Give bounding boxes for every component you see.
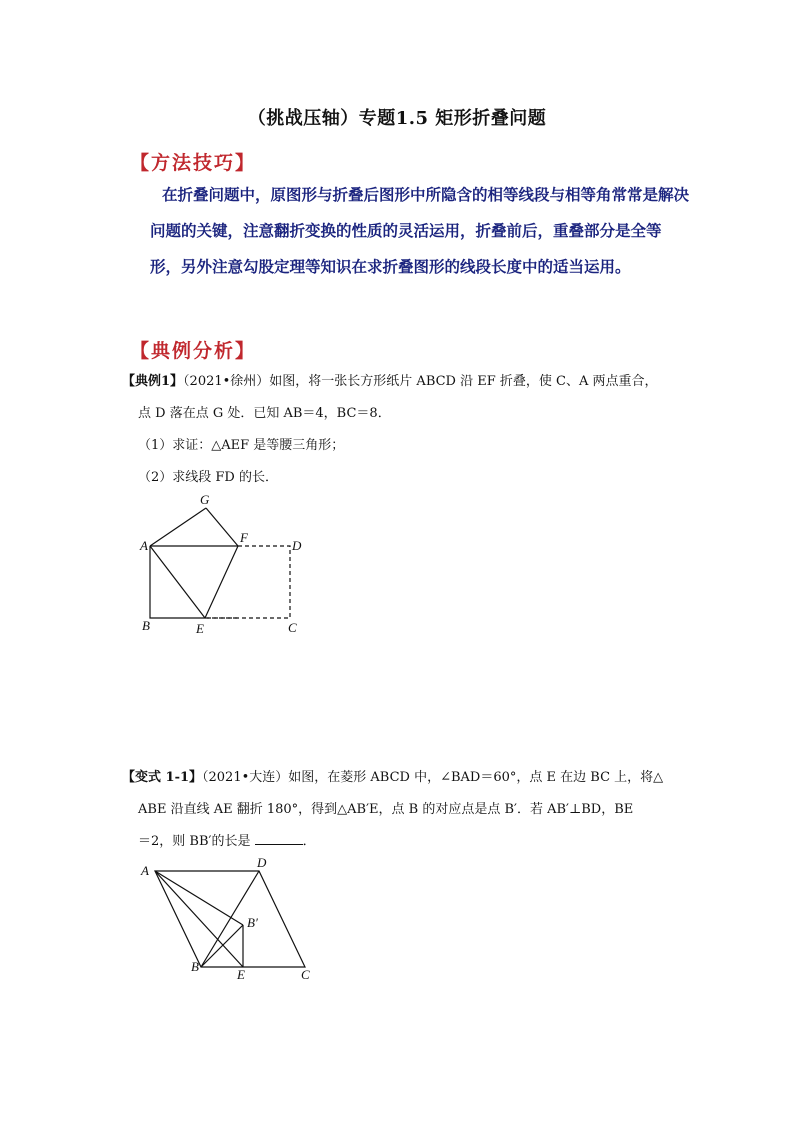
variant1-tag: 【变式 1-1】 (122, 770, 203, 785)
example1-line2: 点 D 落在点 G 处．已知 AB＝4，BC＝8． (138, 406, 391, 421)
label-f: F (240, 530, 248, 545)
label-bprime: B′ (247, 915, 258, 930)
segment-ef (205, 546, 238, 618)
example1-tag: 【典例1】 (122, 374, 184, 389)
variant1-line3 (138, 832, 316, 852)
label-d: D (257, 855, 267, 870)
rect-dashed-edge (205, 546, 290, 618)
example1-line1-text: （2021•徐州）如图，将一张长方形纸片 ABCD 沿 EF 折叠，使 C、A 两点重合， (183, 374, 658, 389)
label-b: B (142, 618, 150, 633)
page-title: （挑战压轴）专题1.5 矩形折叠问题 (247, 108, 547, 129)
variant1-line1 (122, 768, 663, 788)
method-heading: 【方法技巧】 (130, 152, 257, 174)
variant1-figure (135, 855, 325, 985)
segment-ae (150, 546, 205, 618)
example1-question2: （2）求线段 FD 的长． (138, 470, 278, 485)
label-e: E (196, 621, 204, 636)
label-b: B (191, 959, 199, 974)
label-a: A (140, 538, 148, 553)
method-text: 在折叠问题中，原图形与折叠后图形中所隐含的相等线段与相等角常常是解决问题的关键，注意翻折变换的性质的灵活运用，折叠前后，重叠部分是全等形，另外注意勾股定理等知识在求折叠图形的线段长度中的适当运用。 (150, 185, 690, 276)
label-a: A (141, 863, 149, 878)
segment-gf (206, 508, 238, 546)
answer-blank (255, 832, 303, 845)
example1-question1: （1）求证：△AEF 是等腰三角形； (138, 438, 345, 453)
example1-figure (130, 490, 320, 640)
variant1-line3-text: ＝2，则 BB′的长是 (138, 834, 251, 849)
variant1-line1-text: （2021•大连）如图，在菱形 ABCD 中，∠BAD＝60°，点 E 在边 BC 上，将△ (202, 770, 664, 785)
variant1-line3-end: ． (302, 834, 316, 849)
label-g: G (200, 492, 210, 507)
label-d: D (292, 538, 302, 553)
examples-heading: 【典例分析】 (130, 340, 257, 362)
label-c: C (301, 967, 310, 982)
label-e: E (237, 967, 245, 982)
example1-line1 (122, 372, 658, 392)
segment-ag (150, 508, 206, 546)
variant1-line2: ABE 沿直线 AE 翻折 180°，得到△AB′E，点 B 的对应点是点 B′．若 AB′⊥BD，BE (138, 802, 634, 817)
label-c: C (288, 620, 297, 635)
